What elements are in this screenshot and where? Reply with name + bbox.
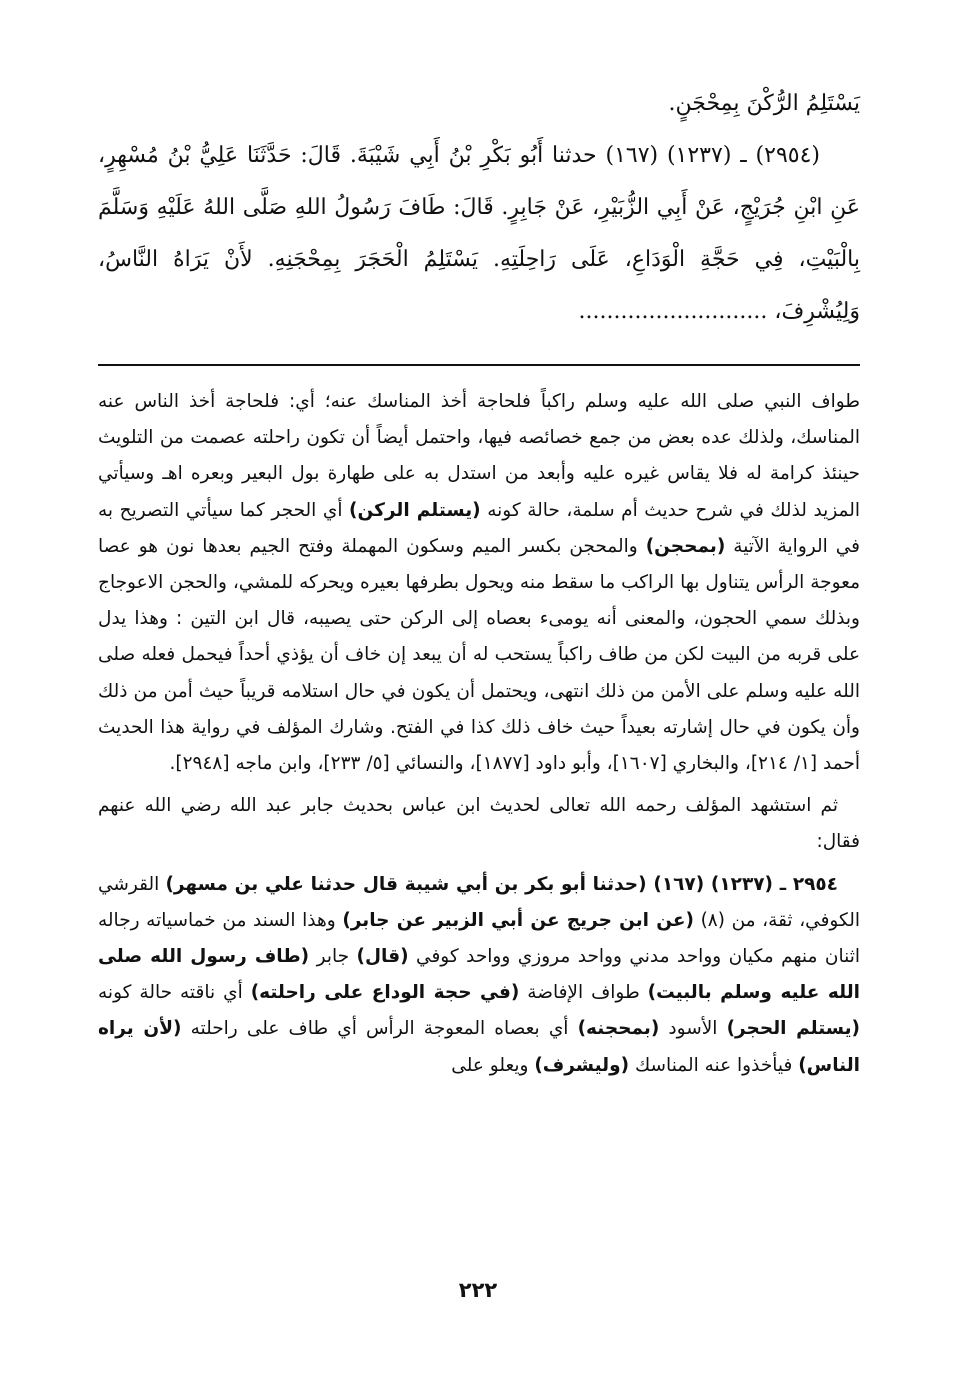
commentary-quote: (طاف رسول الله صلى الله عليه وسلم بالبيت) [98, 946, 860, 1004]
commentary-text: طواف النبي صلى الله عليه وسلم راكباً فلحاجة أخذ المناسك عنه؛ أي: فلحاجة أخذ الناس عنه المناسك، ولذلك عده بعض من جمع خصائصه فيها، واحتمل أيضاً أن تكون راحلته عصمت من التلويث حينئذ كرامة له فلا يقاس غيره عليه وأبعد من استدل به على طهارة بول البعير وبعره اهـ وسيأتي المزيد لذلك في شرح حديث أم سلمة، حالة كونه [98, 391, 861, 521]
page-number: ٢٢٢ [458, 1278, 498, 1302]
commentary-text: القرشي الكوفي، ثقة، من (٨) [98, 873, 860, 931]
commentary-text: والمحجن بكسر الميم وسكون المهملة وفتح الجيم بعدها نون هو عصا معوجة الرأس يتناول بها الراكب ما سقط منه ويحول بطرفها بعيره ويحركه للمشي، والحجن الاعوجاج وبذلك سمي الحجون، والمعنى أنه يومىء بعصاه إلى الركن حتى يصيبه، قال ابن التين : وهذا يدل على قربه من البيت لكن من طاف راكباً يستحب له أن يبعد إن خاف أن يؤذي أحداً فيحمل فعله صلى الله عليه وسلم على الأمن من ذلك انتهى، ويحتمل أن يكون في حال استلامه قريباً حيث أمن من ذلك وأن يكون في حال إشارته بعيداً حيث خاف ذلك كذا في الفتح. وشارك المؤلف في رواية هذا الحديث أحمد [١/ ٢١٤]، والبخاري [١٦٠٧]، وأبو داود [١٨٧٧]، والنسائي [٥/ ٢٣٣]، وابن ماجه [٢٩٤٨]. [98, 535, 860, 775]
commentary-text: أي ناقته حالة كونه [98, 982, 251, 1004]
commentary-text: طواف الإفاضة [519, 982, 648, 1004]
commentary-quote: (بمحجن) [645, 535, 726, 557]
commentary-text: أي الحجر كما سيأتي التصريح به في الرواية الآتية [98, 499, 860, 557]
commentary-paragraph-1 [98, 384, 860, 782]
commentary-text: جابر [309, 946, 357, 968]
commentary-text: وهذا السند من خماسياته رجاله اثنان منهم مكيان وواحد مدني وواحد مروزي وواحد كوفي [98, 909, 860, 968]
commentary-quote: (لأن يراه الناس) [98, 1018, 860, 1076]
commentary-text: فيأخذوا عنه المناسك [629, 1054, 799, 1076]
commentary-text: الأسود [659, 1018, 727, 1040]
commentary-section [98, 384, 860, 1084]
footnote-divider [98, 364, 860, 366]
commentary-quote: ٢٩٥٤ ـ (١٢٣٧) (١٦٧) (حدثنا أبو بكر بن أبي شيبة قال حدثنا علي بن مسهر) [165, 873, 838, 895]
commentary-paragraph-3 [98, 867, 860, 1084]
commentary-paragraph-2: ثم استشهد المؤلف رحمه الله تعالى لحديث ابن عباس بحديث جابر عبد الله رضي الله عنهم فقال: [98, 795, 860, 853]
commentary-quote: (يستلم الركن) [349, 499, 481, 521]
commentary-text: أي بعصاه المعوجة الرأس أي طاف على راحلته [181, 1018, 578, 1040]
hadith-previous-line: يَسْتَلِمُ الرُّكْنَ بِمِحْجَنٍ. [668, 91, 860, 116]
commentary-text: ويعلو على [451, 1054, 535, 1076]
commentary-quote: (في حجة الوداع على راحلته) [250, 982, 520, 1004]
commentary-quote: (قال) [356, 946, 409, 968]
commentary-quote: (يستلم الحجر) [726, 1018, 861, 1040]
hadith-block [98, 78, 860, 338]
commentary-quote: (وليشرف) [534, 1054, 630, 1076]
hadith-text: (٢٩٥٤) ـ (١٢٣٧) (١٦٧) حدثنا أَبُو بَكْرِ بْنُ أَبِي شَيْبَةَ. قَالَ: حَدَّثَنَا عَلِيُّ بْنُ مُسْهِرٍ، عَنِ ابْنِ جُرَيْجٍ، عَنْ أَبِي الزُّبَيْرِ، عَنْ جَابِرٍ. قَالَ: طَافَ رَسُولُ اللهِ صَلَّى اللهُ عَلَيْهِ وَسَلَّمَ بِالْبَيْتِ، فِي حَجَّةِ الْوَدَاعِ، عَلَى رَاحِلَتِهِ. يَسْتَلِمُ الْحَجَرَ بِمِحْجَنِهِ. لأَنْ يَرَاهُ النَّاسُ، وَلِيُشْرِفَ، ........................... [98, 143, 860, 324]
commentary-quote: (عن ابن جريج عن أبي الزبير عن جابر) [342, 909, 694, 931]
commentary-quote: (بمحجنه) [577, 1018, 660, 1040]
